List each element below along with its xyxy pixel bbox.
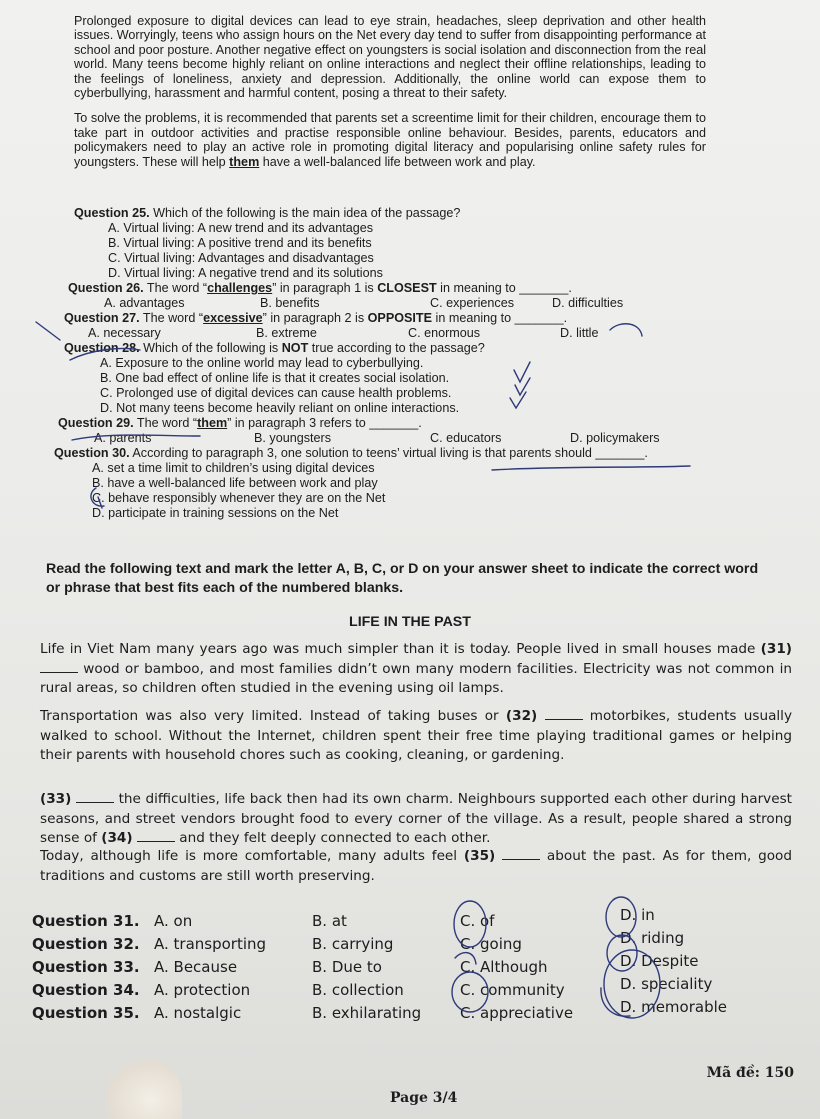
question-25 bbox=[74, 206, 724, 281]
option-b[interactable]: B. One bad effect of online life is that it creates social isolation. bbox=[100, 371, 450, 385]
option-a[interactable]: A. set a time limit to children’s using digital devices bbox=[92, 461, 375, 475]
question-28: Question 28. Which of the following is NOT true according to the passage? A. Exposure to the online world may lead to cyberbullying. B. One bad effect of online life is that it creates social isolation. C. Prolonged use of digital devices can cause health problems. D. Not many teens become heavily reliant on online interactions. bbox=[64, 341, 724, 416]
option-c[interactable]: C. of bbox=[460, 912, 495, 930]
cloze-paragraph-1: Life in Viet Nam many years ago was much simpler than it is today. People lived in small houses made (31) wood or bamboo, and most families didn’t own many modern facilities. Electricity was not common in rural areas, so children often studied in the evening using oil lamps. bbox=[40, 641, 792, 697]
passage-title: LIFE IN THE PAST bbox=[349, 614, 471, 630]
pen-stroke bbox=[36, 322, 60, 340]
answer-row-33: Question 33. A. Because B. Due to C. Although D. Despite bbox=[32, 952, 699, 976]
option-d[interactable]: D. Virtual living: A negative trend and its solutions bbox=[108, 266, 383, 280]
option-b[interactable]: B. at bbox=[312, 912, 347, 930]
option-a[interactable]: A. Because bbox=[154, 958, 238, 976]
blank-34[interactable] bbox=[137, 829, 175, 842]
option-d[interactable]: D. Despite bbox=[620, 952, 699, 970]
exam-code: Mã đề: 150 bbox=[706, 1065, 794, 1081]
question-30: Question 30. According to paragraph 3, one solution to teens’ virtual living is that parents should _______. A. set a time limit to children’s using digital devices B. have a well-balanced life between work and play C. behave responsibly whenever they are on the Net D. participate in training sessions on the Net bbox=[54, 446, 724, 521]
option-b[interactable]: B. collection bbox=[312, 981, 404, 999]
option-b[interactable]: B. have a well-balanced life between work and play bbox=[92, 476, 378, 490]
page-number: Page 3/4 bbox=[390, 1090, 458, 1106]
question-list bbox=[54, 206, 724, 521]
option-a[interactable]: A. on bbox=[154, 912, 193, 930]
option-d[interactable]: D. in bbox=[620, 906, 655, 924]
option-d[interactable]: D. little bbox=[560, 326, 599, 340]
option-b[interactable]: B. Virtual living: A positive trend and its benefits bbox=[108, 236, 372, 250]
option-b[interactable]: B. carrying bbox=[312, 935, 394, 953]
option-c[interactable]: C. enormous bbox=[408, 326, 481, 340]
passage-paragraph-1: Prolonged exposure to digital devices can lead to eye strain, headaches, sleep deprivation and other health issues. Worryingly, teens who assign hours on the Net every day tend to suffer from disappointing performance at school and poor posture. Another negative effect on youngsters is social isolation and disconnection from the real world. Many teens become highly reliant on online interactions and neglect their offline relationships, leading to the feelings of loneliness, anxiety and depression. Additionally, the online world can expose them to cyberbullying, harassment and harmful content, posing a threat to their safety. bbox=[74, 14, 706, 101]
option-a[interactable]: A. Virtual living: A new trend and its advantages bbox=[108, 221, 374, 235]
option-d[interactable]: D. policymakers bbox=[570, 431, 660, 445]
question-26: Question 26. The word “challenges” in paragraph 1 is CLOSEST in meaning to _______. A. advantages B. benefits C. experiences D. difficulties bbox=[68, 281, 624, 310]
question-29: Question 29. The word “them” in paragraph 3 refers to _______. A. parents B. youngsters C. educators D. policymakers bbox=[58, 416, 660, 445]
option-c[interactable]: C. experiences bbox=[430, 296, 514, 310]
blank-31[interactable] bbox=[40, 660, 78, 673]
answer-row-32: Question 32. A. transporting B. carrying C. going D. riding bbox=[32, 929, 685, 953]
option-b[interactable]: B. Due to bbox=[312, 958, 382, 976]
option-c[interactable]: C. going bbox=[460, 935, 522, 953]
option-a[interactable]: A. advantages bbox=[104, 296, 185, 310]
option-d[interactable]: D. participate in training sessions on the Net bbox=[92, 506, 339, 520]
finger-shadow bbox=[104, 1058, 182, 1119]
cloze-paragraph-2: Transportation was also very limited. Instead of taking buses or (32) motorbikes, students usually walked to school. Without the Internet, children spent their free time playing traditional games or helping their parents with household chores such as cooking, cleaning, or gardening. bbox=[40, 708, 793, 764]
option-b[interactable]: B. exhilarating bbox=[312, 1004, 422, 1022]
referent-word: them bbox=[229, 154, 260, 169]
option-d[interactable]: D. memorable bbox=[620, 998, 727, 1016]
option-c[interactable]: C. community bbox=[460, 981, 565, 999]
answer-row-35: Question 35. A. nostalgic B. exhilarating C. appreciative D. memorable bbox=[32, 998, 727, 1022]
option-c[interactable]: C. Prolonged use of digital devices can cause health problems. bbox=[100, 386, 452, 400]
answer-row-31: Question 31. A. on B. at C. of D. in bbox=[32, 906, 655, 930]
blank-32[interactable] bbox=[545, 707, 583, 720]
option-d[interactable]: D. riding bbox=[620, 929, 685, 947]
blank-33[interactable] bbox=[76, 790, 114, 803]
option-a[interactable]: A. nostalgic bbox=[154, 1004, 242, 1022]
option-d[interactable]: D. Not many teens become heavily reliant on online interactions. bbox=[100, 401, 460, 415]
option-b[interactable]: B. extreme bbox=[256, 326, 317, 340]
answer-row-34: Question 34. A. protection B. collection C. community D. speciality bbox=[32, 975, 713, 999]
section-instruction: Read the following text and mark the letter A, B, C, or D on your answer sheet to indicate the correct word or phrase that best fits each of the numbered blanks. bbox=[46, 561, 759, 596]
question-label: Question 25. bbox=[74, 206, 150, 220]
option-c[interactable]: C. Although bbox=[460, 958, 548, 976]
option-a[interactable]: A. protection bbox=[154, 981, 251, 999]
question-stem: Which of the following is the main idea of the passage? bbox=[153, 206, 461, 220]
option-d[interactable]: D. speciality bbox=[620, 975, 713, 993]
reading-passage bbox=[74, 14, 706, 180]
answer-options-table bbox=[32, 906, 792, 1027]
option-b[interactable]: B. benefits bbox=[260, 296, 320, 310]
option-a[interactable]: A. transporting bbox=[154, 935, 267, 953]
passage-paragraph-2: To solve the problems, it is recommended that parents set a screentime limit for their children, encourage them to take part in outdoor activities and practise responsible online behaviour. Besides, parents, educators and policymakers need to play an active role in promoting digital literacy and popularising online safety rules for youngsters. These will help them have a well-balanced life between work and play. bbox=[74, 111, 706, 169]
option-a[interactable]: A. parents bbox=[94, 431, 152, 445]
blank-35[interactable] bbox=[502, 847, 540, 860]
cloze-paragraph-3: (33) the difficulties, life back then had its own charm. Neighbours supported each other during harvest seasons, and street vendors brought food to every corner of the village. As a result, people shared a strong sense of (34) and they felt deeply connected to each other. bbox=[40, 791, 793, 847]
option-c[interactable]: C. appreciative bbox=[460, 1004, 574, 1022]
option-c[interactable]: C. behave responsibly whenever they are on the Net bbox=[92, 491, 386, 505]
option-a[interactable]: A. necessary bbox=[88, 326, 161, 340]
option-d[interactable]: D. difficulties bbox=[552, 296, 624, 310]
option-a[interactable]: A. Exposure to the online world may lead to cyberbullying. bbox=[100, 356, 424, 370]
option-c[interactable]: C. educators bbox=[430, 431, 502, 445]
option-c[interactable]: C. Virtual living: Advantages and disadvantages bbox=[108, 251, 374, 265]
option-b[interactable]: B. youngsters bbox=[254, 431, 332, 445]
cloze-paragraph-4: Today, although life is more comfortable, many adults feel (35) about the past. As for them, good traditions and customs are still worth preserving. bbox=[40, 848, 792, 884]
question-27: Question 27. The word “excessive” in paragraph 2 is OPPOSITE in meaning to _______. A. necessary B. extreme C. enormous D. little bbox=[64, 311, 599, 340]
